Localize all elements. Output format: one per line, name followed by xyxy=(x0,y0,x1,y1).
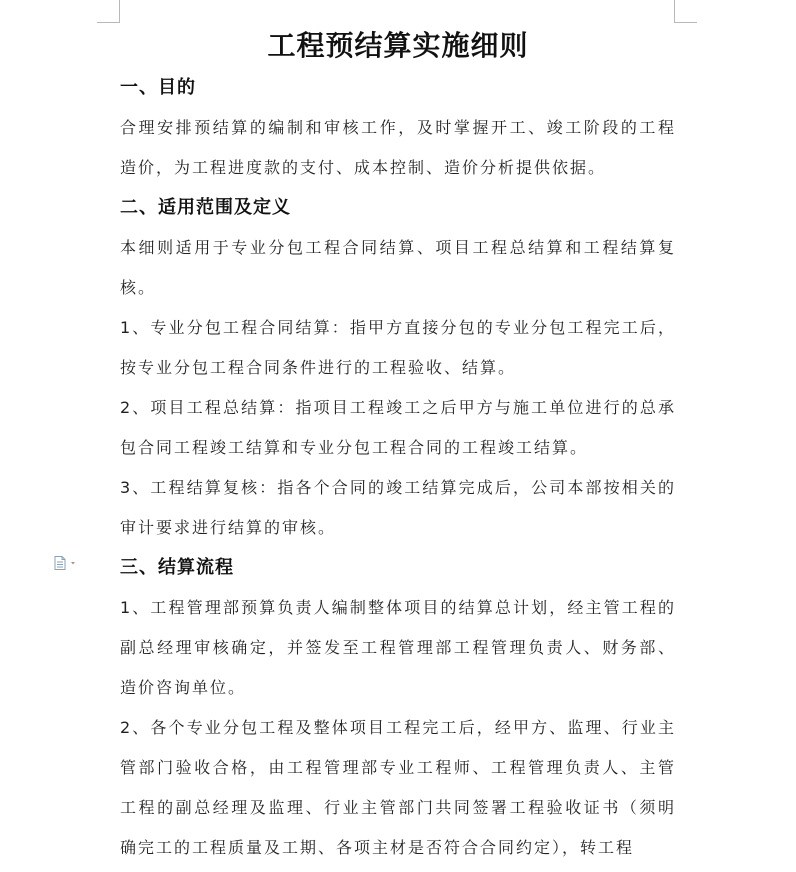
document-body xyxy=(120,24,676,868)
crop-mark-top-right xyxy=(674,0,697,23)
paragraph: 3、工程结算复核：指各个合同的竣工结算完成后，公司本部按相关的审计要求进行结算的审核。 xyxy=(120,478,676,537)
crop-mark-top-left xyxy=(97,0,120,23)
section-settlement-process xyxy=(120,548,676,868)
section-purpose xyxy=(120,68,676,188)
section-heading: 一、目的 xyxy=(120,77,196,98)
paragraph: 2、项目工程总结算：指项目工程竣工之后甲方与施工单位进行的总承包合同工程竣工结算和专业分包工程合同的工程竣工结算。 xyxy=(120,398,676,457)
paragraph: 本细则适用于专业分包工程合同结算、项目工程总结算和工程结算复核。 xyxy=(120,238,676,297)
section-heading: 三、结算流程 xyxy=(120,557,234,578)
section-scope-definition xyxy=(120,188,676,548)
document-title: 工程预结算实施细则 xyxy=(267,29,529,62)
paragraph: 1、专业分包工程合同结算：指甲方直接分包的专业分包工程完工后，按专业分包工程合同条件进行的工程验收、结算。 xyxy=(120,318,676,377)
paragraph: 1、工程管理部预算负责人编制整体项目的结算总计划，经主管工程的副总经理审核确定，并签发至工程管理部工程管理负责人、财务部、造价咨询单位。 xyxy=(120,598,676,697)
paragraph: 2、各个专业分包工程及整体项目工程完工后，经甲方、监理、行业主管部门验收合格，由工程管理部专业工程师、工程管理负责人、主管工程的副总经理及监理、行业主管部门共同签署工程验收证书（须明确完工的工程质量及工期、各项主材是否符合合同约定），转工程 xyxy=(120,718,676,857)
paragraph: 合理安排预结算的编制和审核工作，及时掌握开工、竣工阶段的工程造价，为工程进度款的支付、成本控制、造价分析提供依据。 xyxy=(120,118,676,177)
section-heading: 二、适用范围及定义 xyxy=(120,197,291,218)
document-options-icon[interactable] xyxy=(54,556,80,570)
